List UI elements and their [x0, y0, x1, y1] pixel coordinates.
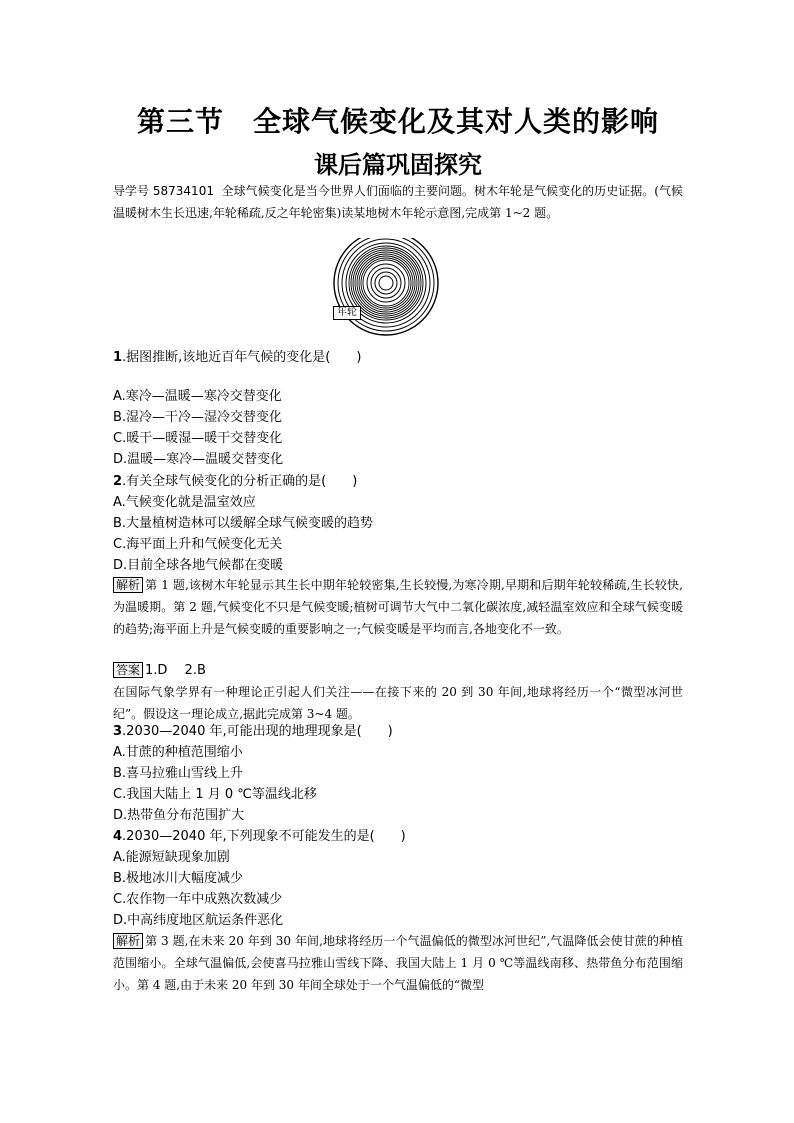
guide-number: 导学号 58734101: [113, 184, 214, 198]
question-stem: .2030—2040 年,可能出现的地理现象是( ): [122, 724, 393, 739]
option-b: B.极地冰川大幅度减少: [113, 871, 244, 886]
question-number: 4: [113, 829, 123, 844]
question-stem: .有关全球气候变化的分析正确的是( ): [122, 474, 358, 489]
intro-paragraph: [113, 180, 683, 224]
option-d: D.热带鱼分布范围扩大: [113, 808, 245, 823]
option-a: A.气候变化就是温室效应: [113, 495, 256, 510]
ring: [375, 272, 397, 294]
ring: [357, 254, 415, 312]
option-d: D.温暖—寒冷—温暖交替变化: [113, 452, 284, 467]
question-number: 1: [113, 350, 123, 365]
answer-1: [113, 660, 683, 681]
answer-text: 1.D 2.B: [145, 663, 206, 678]
page-title: 第三节 全球气候变化及其对人类的影响: [136, 105, 659, 138]
question-1-options: [113, 386, 683, 470]
question-stem: .据图推断,该地近百年气候的变化是( ): [122, 350, 362, 365]
question-number: 2: [113, 474, 123, 489]
analysis-text: 第 1 题,该树木年轮显示其生长中期年轮较密集,生长较慢,为寒冷期,早期和后期年轮较稀疏,生长较快,为温暖期。第 2 题,气候变化不只是气候变暖;植树可调节大气中二氧化碳浓度,减轻温室效应和全球气候变暖的趋势;海平面上升是气候变暖的重要影响之一;气候变暖是平均而言,各地变化不一致。: [113, 578, 683, 636]
option-a: A.寒冷—温暖—寒冷交替变化: [113, 389, 282, 404]
option-a: A.甘蔗的种植范围缩小: [113, 745, 243, 760]
option-d: D.中高纬度地区航运条件恶化: [113, 913, 284, 928]
question-1: [113, 347, 683, 368]
question-3: [113, 721, 683, 826]
tree-ring-diagram: [331, 238, 441, 348]
intro-2-text: 在国际气象学界有一种理论正引起人们关注——在接下来的 20 到 30 年间,地球将经历一个“微型冰河世纪”。假设这一理论成立,据此完成第 3~4 题。: [113, 685, 683, 721]
analysis-1: [113, 574, 683, 640]
analysis-text: 第 3 题,在未来 20 年到 30 年间,地球将经历一个气温偏低的微型冰河世纪”,气温降低会使甘蔗的种植范围缩小。全球气温偏低,会使喜马拉雅山雪线下降、我国大陆上 1 月 0 ℃等温线南移、热带鱼分布范围缩小。第 4 题,由于未来 20 年到 30 年间全球处于一个气温偏低的“微型: [113, 934, 683, 992]
option-c: C.暖干—暖湿—暖干交替变化: [113, 431, 283, 446]
option-c: C.海平面上升和气候变化无关: [113, 537, 283, 552]
ring: [367, 264, 405, 302]
ring-core: [379, 276, 393, 290]
option-a: A.能源短缺现象加剧: [113, 850, 230, 865]
ring: [363, 260, 409, 306]
page-subtitle: 课后篇巩固探究: [314, 150, 482, 179]
question-number: 3: [113, 724, 123, 739]
option-b: B.大量植树造林可以缓解全球气候变暖的趋势: [113, 516, 374, 531]
intro-text: 全球气候变化是当今世界人们面临的主要问题。树木年轮是气候变化的历史证据。(气候温暖树木生长迅速,年轮稀疏,反之年轮密集)读某地树木年轮示意图,完成第 1~2 题。: [113, 184, 683, 220]
analysis-tag: 解析: [113, 577, 143, 593]
analysis-tag: 解析: [113, 933, 143, 949]
ring: [355, 252, 417, 314]
intro-paragraph-2: [113, 681, 683, 725]
question-2: [113, 471, 683, 576]
ring-label: 年轮: [333, 306, 361, 320]
ring: [351, 248, 421, 318]
question-4: [113, 826, 683, 931]
analysis-2: [113, 930, 683, 996]
ring: [361, 258, 411, 308]
option-c: C.农作物一年中成熟次数减少: [113, 892, 283, 907]
question-stem: .2030—2040 年,下列现象不可能发生的是( ): [122, 829, 406, 844]
option-c: C.我国大陆上 1 月 0 ℃等温线北移: [113, 787, 317, 802]
answer-tag: 答案: [113, 662, 143, 678]
option-b: B.湿冷—干冷—湿冷交替变化: [113, 410, 283, 425]
option-b: B.喜马拉雅山雪线上升: [113, 766, 244, 781]
option-d: D.目前全球各地气候都在变暖: [113, 558, 284, 573]
